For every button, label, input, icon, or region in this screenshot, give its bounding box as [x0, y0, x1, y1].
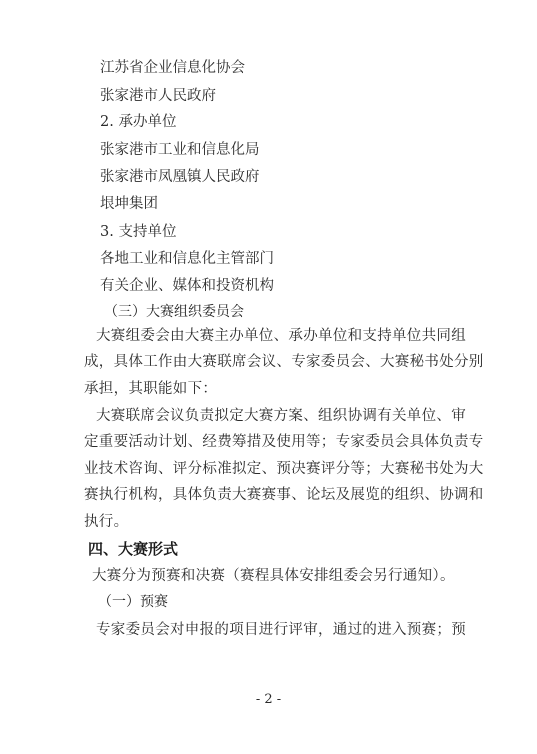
paragraph-preliminary-line-1: 专家委员会对申报的项目进行评审，通过的进入预赛；预: [96, 622, 466, 638]
host-unit-line-3: 垠坤集团: [100, 196, 158, 212]
page-number: - 2 -: [255, 692, 282, 707]
section-committee-title: （三）大赛组织委员会: [104, 304, 244, 320]
section-support-units-title: 3. 支持单位: [100, 224, 177, 240]
paragraph-committee-line-3: 承担，其职能如下：: [84, 381, 218, 397]
paragraph-committee-line-1: 大赛组委会由大赛主办单位、承办单位和支持单位共同组: [96, 328, 466, 344]
paragraph-duties-line-1: 大赛联席会议负责拟定大赛方案、组织协调有关单位、审: [96, 408, 466, 424]
host-unit-line-2: 张家港市凤凰镇人民政府: [100, 169, 260, 185]
paragraph-committee-line-2: 成，具体工作由大赛联席会议、专家委员会、大赛秘书处分别: [84, 354, 484, 370]
support-unit-line-2: 有关企业、媒体和投资机构: [100, 278, 274, 294]
organizer-line-1: 江苏省企业信息化协会: [100, 60, 245, 76]
host-unit-line-1: 张家港市工业和信息化局: [100, 142, 260, 158]
section-competition-format-heading: 四、大赛形式: [88, 540, 179, 558]
paragraph-format: 大赛分为预赛和决赛（赛程具体安排组委会另行通知）。: [92, 568, 455, 584]
paragraph-duties-line-4: 赛执行机构，具体负责大赛赛事、论坛及展览的组织、协调和: [84, 487, 484, 503]
paragraph-duties-line-3: 业技术咨询、评分标准拟定、预决赛评分等；大赛秘书处为大: [84, 461, 484, 477]
paragraph-duties-line-2: 定重要活动计划、经费筹措及使用等；专家委员会具体负责专: [84, 434, 484, 450]
organizer-line-2: 张家港市人民政府: [100, 88, 216, 104]
section-host-units-title: 2. 承办单位: [100, 114, 177, 130]
section-preliminary-heading: （一）预赛: [98, 594, 168, 610]
support-unit-line-1: 各地工业和信息化主管部门: [100, 251, 274, 267]
paragraph-duties-line-5: 执行。: [84, 514, 129, 530]
